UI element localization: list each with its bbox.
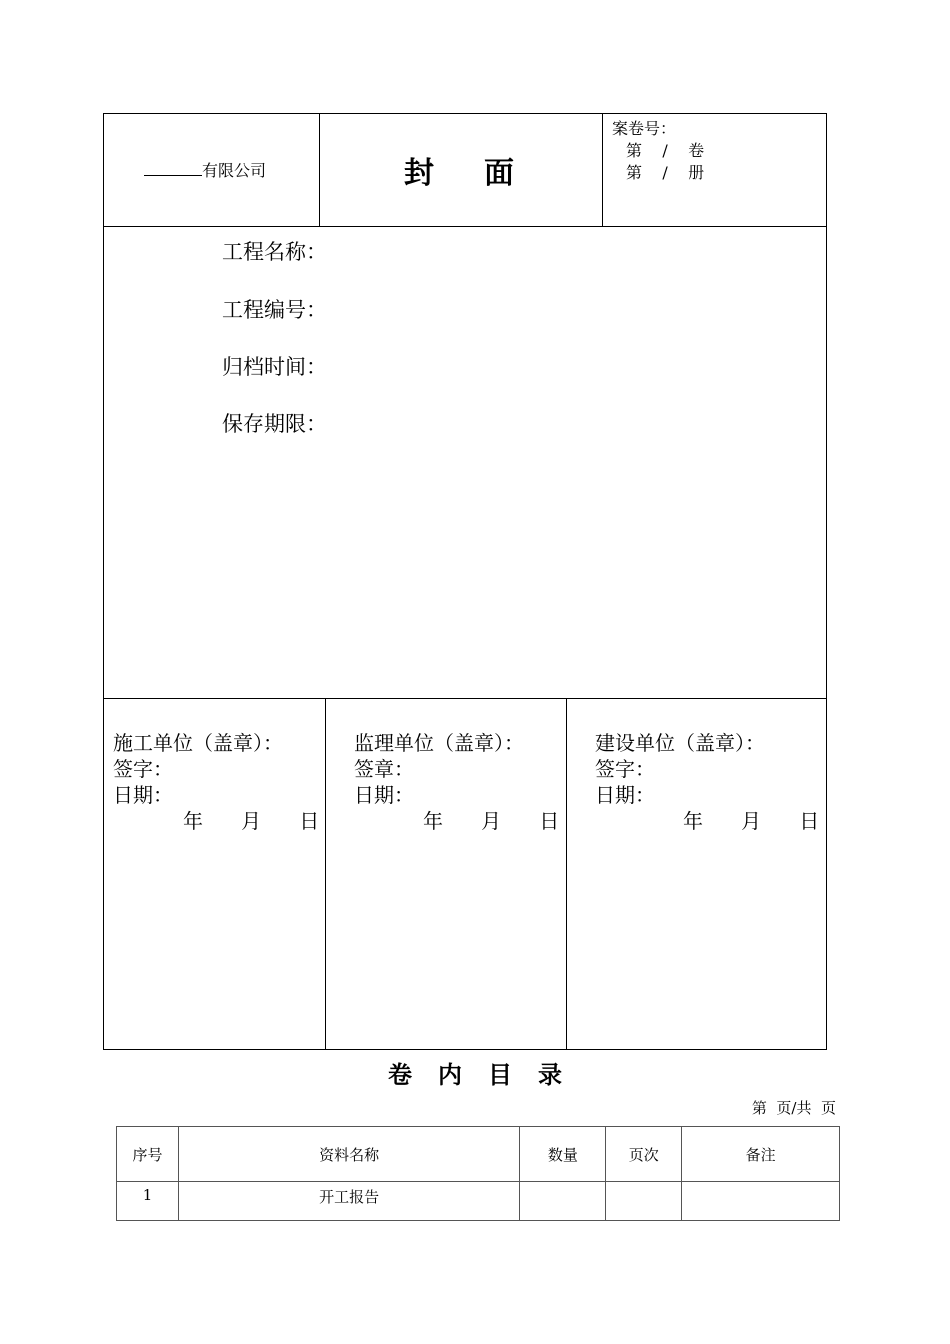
table-cell: 1 xyxy=(117,1182,179,1221)
table-cell xyxy=(606,1182,682,1221)
archive-time-label: 归档时间： xyxy=(222,355,327,379)
construction-unit-block xyxy=(113,730,319,834)
unit-label: 监理单位（盖章）： xyxy=(354,731,524,755)
date-label: 日期： xyxy=(595,783,655,807)
header-cell: 页次 xyxy=(606,1127,682,1182)
retention-period-label: 保存期限： xyxy=(222,412,327,436)
owner-unit-block xyxy=(595,730,819,834)
date-label: 日期： xyxy=(354,783,414,807)
table-cell xyxy=(520,1182,606,1221)
toc-title: 卷内目录 xyxy=(388,1060,588,1089)
book-line: 第 / 册 xyxy=(626,163,705,182)
cover-title: 封面 xyxy=(404,156,564,191)
unit-label: 建设单位（盖章）： xyxy=(595,731,765,755)
supervision-unit-block xyxy=(354,730,559,834)
project-name-label: 工程名称： xyxy=(222,240,327,264)
header-column-divider xyxy=(319,114,320,226)
cover-sheet xyxy=(103,113,827,1050)
table-header-row xyxy=(117,1127,840,1182)
company-suffix: 有限公司 xyxy=(202,161,267,180)
table-cell: 开工报告 xyxy=(178,1182,519,1221)
sign-label: 签字： xyxy=(595,757,655,781)
header-cell: 备注 xyxy=(682,1127,840,1182)
header-cell: 序号 xyxy=(117,1127,179,1182)
company-name-blank xyxy=(144,161,202,176)
company-name xyxy=(144,158,266,181)
table-cell xyxy=(682,1182,840,1221)
volume-line: 第 / 卷 xyxy=(626,141,705,160)
signature-column-divider xyxy=(566,698,567,1049)
header-cell: 数量 xyxy=(520,1127,606,1182)
date-ymd: 年 月 日 xyxy=(423,809,560,833)
file-number-label: 案卷号： xyxy=(612,119,677,138)
date-label: 日期： xyxy=(113,783,173,807)
project-number-label: 工程编号： xyxy=(222,298,327,322)
sign-label: 签字： xyxy=(113,757,173,781)
date-ymd: 年 月 日 xyxy=(683,809,820,833)
signature-column-divider xyxy=(325,698,326,1049)
table-row xyxy=(117,1182,840,1221)
toc-table xyxy=(116,1126,840,1221)
sign-label: 签章： xyxy=(354,757,414,781)
signature-divider xyxy=(104,698,826,699)
header-cell: 资料名称 xyxy=(178,1127,519,1182)
unit-label: 施工单位（盖章）： xyxy=(113,731,283,755)
header-column-divider xyxy=(602,114,603,226)
page-info: 第 页/共 页 xyxy=(751,1099,836,1117)
header-divider xyxy=(104,226,826,227)
file-number-block xyxy=(612,118,704,184)
date-ymd: 年 月 日 xyxy=(183,809,320,833)
